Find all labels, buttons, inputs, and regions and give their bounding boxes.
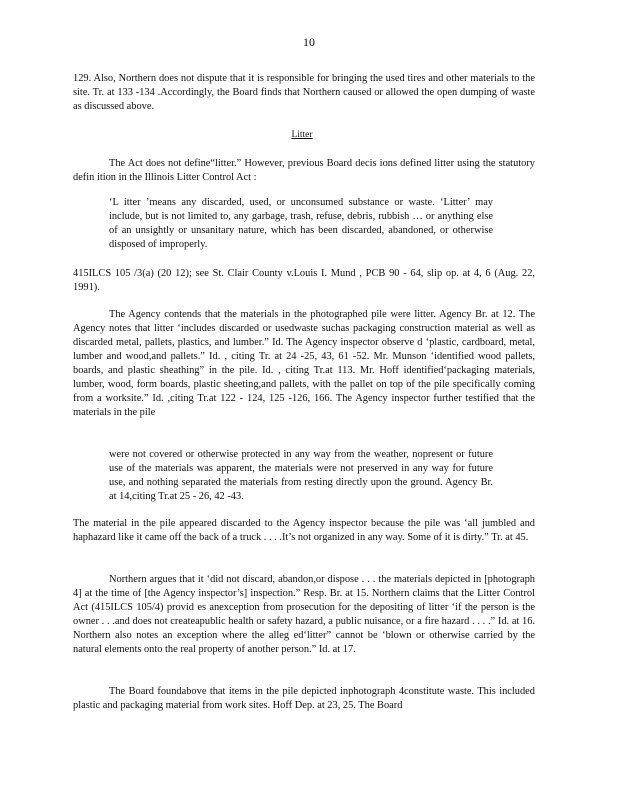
section-heading-litter — [0, 130, 618, 140]
block-quote-litter-definition: ‘L itter ’means any discarded, used, or unconsumed substance or waste. ‘Litter’ may include, but is not limited to, any garbage, trash, refuse, debris, rubbish … or anything else of an unsightly or unsanitary nature, which has been discarded, abandoned, or otherwise disposed of improperly. — [109, 197, 493, 250]
paragraph-litter-definition-intro: The Act does not define“litter.” However, previous Board decis ions defined litter using the statutory defin ition in the Illinois Litter Control Act : — [73, 158, 535, 183]
page-number: 10 — [303, 35, 315, 49]
paragraph-northern-argument: Northern argues that it ‘did not discard, abandon,or dispose . . . the materials depicted in [photograph 4] at the time of [the Agency inspector’s] inspection.” Resp. Br. at 15. Northern claims that the Litter Control Act (415ILCS 105/4) provid es anexception from prosecution for the depositing of litter ‘if the person is the owner . . .and does not createapublic health or safety hazard, a public nuisance, or a fire hazard . . . .” Id. at 16. Northern also notes an exception where the alleg ed‘litter” cannot be ‘blown or otherwise carried by the natural elements onto the real property of another person.” Id. at 17. — [73, 574, 535, 655]
heading-text: Litter — [291, 130, 313, 140]
paragraph-pile-appearance: The material in the pile appeared discarded to the Agency inspector because the pile was ‘all jumbled and haphazard like it came off the back of a truck . . . .It’s not organized in any way. Some of it is dirty.” Tr. at 45. — [73, 518, 535, 543]
block-quote-agency-inspector: were not covered or otherwise protected in any way from the weather, nopresent or future use of the materials was apparent, the materials were not preserved in any way for future use, and nothing separated the materials from resting directly upon the ground. Agency Br. at 14,citing Tr.at 25 - 26, 42 -43. — [109, 449, 493, 502]
paragraph-open-dumping-conclusion: 129. Also, Northern does not dispute that it is responsible for bringing the used tires and other materials to the site. Tr. at 133 -134 .Accordingly, the Board finds that Northern caused or allowed the open dumping of waste as discussed above. — [73, 73, 535, 112]
paragraph-citation: 415ILCS 105 /3(a) (20 12); see St. Clair County v.Louis I. Mund , PCB 90 - 64, slip op. at 4, 6 (Aug. 22, 1991). — [73, 268, 535, 293]
paragraph-agency-contentions: The Agency contends that the materials in the photographed pile were litter. Agency Br. at 12. The Agency notes that litter ‘includes discarded or usedwaste suchas packaging construction material as well as discarded metal, pallets, plastics, and lumber.” Id. The Agency inspector observe d ‘plastic, cardboard, metal, lumber and wood,and pallets.” Id. , citing Tr. at 24 -25, 43, 61 -52. Mr. Munson ‘identified wood pallets, boards, and plastic sheathing” in the pile. Id. , citing Tr.at 113. Mr. Hoff identified‘packaging materials, lumber, wood, form boards, plastic sheeting,and pallets, with the pallet on top of the pile specifically coming from a worksite.” Id. ,citing Tr.at 122 - 124, 125 -126, 166. The Agency inspector further testified that the materials in the pile — [73, 309, 535, 418]
paragraph-board-finding: The Board foundabove that items in the pile depicted inphotograph 4constitute waste. This included plastic and packaging material from work sites. Hoff Dep. at 23, 25. The Board — [73, 686, 535, 711]
